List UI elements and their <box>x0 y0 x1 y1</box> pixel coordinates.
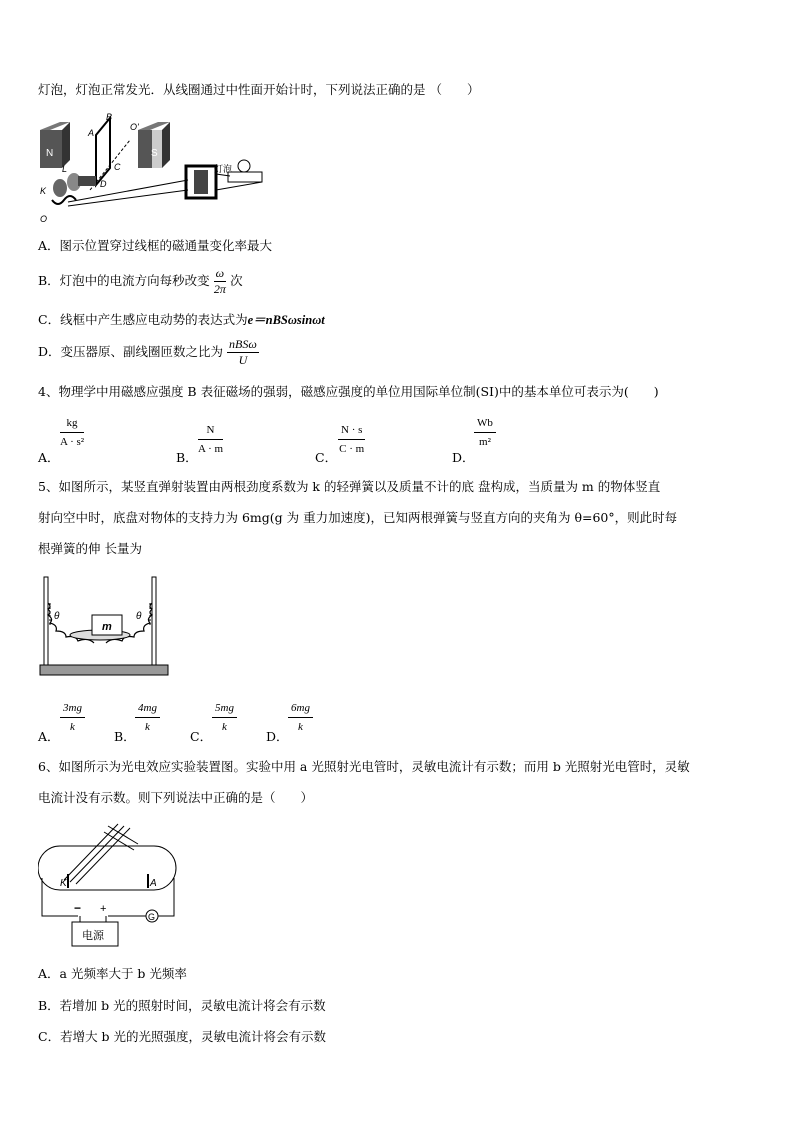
q4-option-d-label: D． <box>452 450 475 465</box>
q5-line-2: 射向空中时，底盘对物体的支持力为 6mg(g 为 重力加速度)，已知两根弹簧与竖直方向的夹角为 θ=60°，则此时每 <box>38 510 678 525</box>
svg-text:D: D <box>100 179 107 189</box>
svg-text:m: m <box>102 621 112 633</box>
q6-line-1: 6、如图所示为光电效应实验装置图。实验中用 a 光照射光电管时，灵敏电流计有示数；而用 b 光照射光电管时，灵敏 <box>38 759 690 774</box>
q4-option-c-fraction: $\frac{N \cdot s}{C \cdot m}$ <box>339 424 365 455</box>
q5-option-c-label: C． <box>190 729 213 744</box>
q4-option-a-fraction: $\frac{kg}{\text{A · s²}}$ <box>60 417 85 448</box>
q5-line-1: 5、如图所示，某竖直弹射装置由两根劲度系数为 k 的轻弹簧以及质量不计的底 盘构成，当质量为 m 的物体竖直 <box>38 479 661 494</box>
svg-text:K: K <box>60 878 67 889</box>
q4-option-a-label: A． <box>38 450 60 465</box>
spring-device-figure <box>38 573 170 679</box>
svg-text:−: − <box>74 901 82 915</box>
svg-text:B: B <box>106 112 113 122</box>
svg-text:O': O' <box>130 122 139 132</box>
q3-option-b: B．灯泡中的电流方向每秒改变 $\frac{\omega}{2\pi}$ 次 <box>38 266 243 297</box>
magnet-s-label: S <box>151 148 158 159</box>
q4-option-d-fraction: $\frac{Wb}{\text{m²}}$ <box>474 418 496 448</box>
svg-text:A: A <box>150 878 157 889</box>
svg-text:C: C <box>114 162 121 172</box>
photoelectric-figure <box>38 818 178 950</box>
q4-stem: 4、物理学中用磁感应强度 B 表征磁场的强弱，磁感应强度的单位用国际单位制(SI)中的基本单位可表示为( ) <box>38 384 659 399</box>
q6-option-c: C．若增大 b 光的光照强度，灵敏电流计将会有示数 <box>38 1029 327 1044</box>
q5-option-b-label: B． <box>114 729 136 744</box>
q5-option-d-label: D． <box>266 729 289 744</box>
q5-option-b-fraction: $\frac{4mg}{k}$ <box>135 703 160 733</box>
svg-text:A: A <box>88 128 95 138</box>
q4-option-b-label: B． <box>176 450 198 465</box>
svg-text:电源: 电源 <box>82 930 104 942</box>
svg-text:灯泡: 灯泡 <box>214 164 233 174</box>
generator-figure <box>38 110 288 230</box>
svg-text:θ: θ <box>136 611 142 622</box>
q5-line-3: 根弹簧的伸 长量为 <box>38 541 142 556</box>
q3-stem: 灯泡，灯泡正常发光．从线圈通过中性面开始计时，下列说法正确的是 （ ） <box>38 82 480 97</box>
q3-option-d-fraction: $\frac{\text{nBSω}}{U}$ <box>229 337 257 368</box>
svg-text:θ: θ <box>54 611 60 622</box>
q3-option-c: C．线框中产生感应电动势的表达式为e＝nBSωsinωt <box>38 312 325 327</box>
svg-text:K: K <box>40 186 47 196</box>
svg-text:L: L <box>62 164 68 174</box>
svg-text:+: + <box>100 903 107 915</box>
q5-option-d-fraction: $\frac{6mg}{k}$ <box>288 703 313 733</box>
q3-option-a: A．图示位置穿过线框的磁通量变化率最大 <box>38 238 273 253</box>
q5-option-c-fraction: $\frac{5mg}{k}$ <box>212 703 237 733</box>
q5-option-a-label: A． <box>38 729 60 744</box>
q6-option-b: B．若增加 b 光的照射时间，灵敏电流计将会有示数 <box>38 998 326 1013</box>
svg-text:G: G <box>148 912 156 922</box>
q3-option-b-fraction: $\frac{\omega}{2\pi}$ <box>213 266 226 297</box>
q6-option-a: A．a 光频率大于 b 光频率 <box>38 966 187 981</box>
q4-option-c-label: C． <box>315 450 338 465</box>
magnet-n-label: N <box>46 148 54 159</box>
q4-option-b-fraction: $\frac{N}{A \cdot m}$ <box>198 424 224 455</box>
svg-text:O: O <box>40 214 48 224</box>
q3-option-d: D．变压器原、副线圈匝数之比为 $\frac{\text{nBSω}}{U}$ <box>38 337 257 368</box>
q6-line-2: 电流计没有示数。则下列说法中正确的是（ ） <box>38 790 314 805</box>
q5-option-a-fraction: $\frac{3mg}{k}$ <box>60 703 85 733</box>
